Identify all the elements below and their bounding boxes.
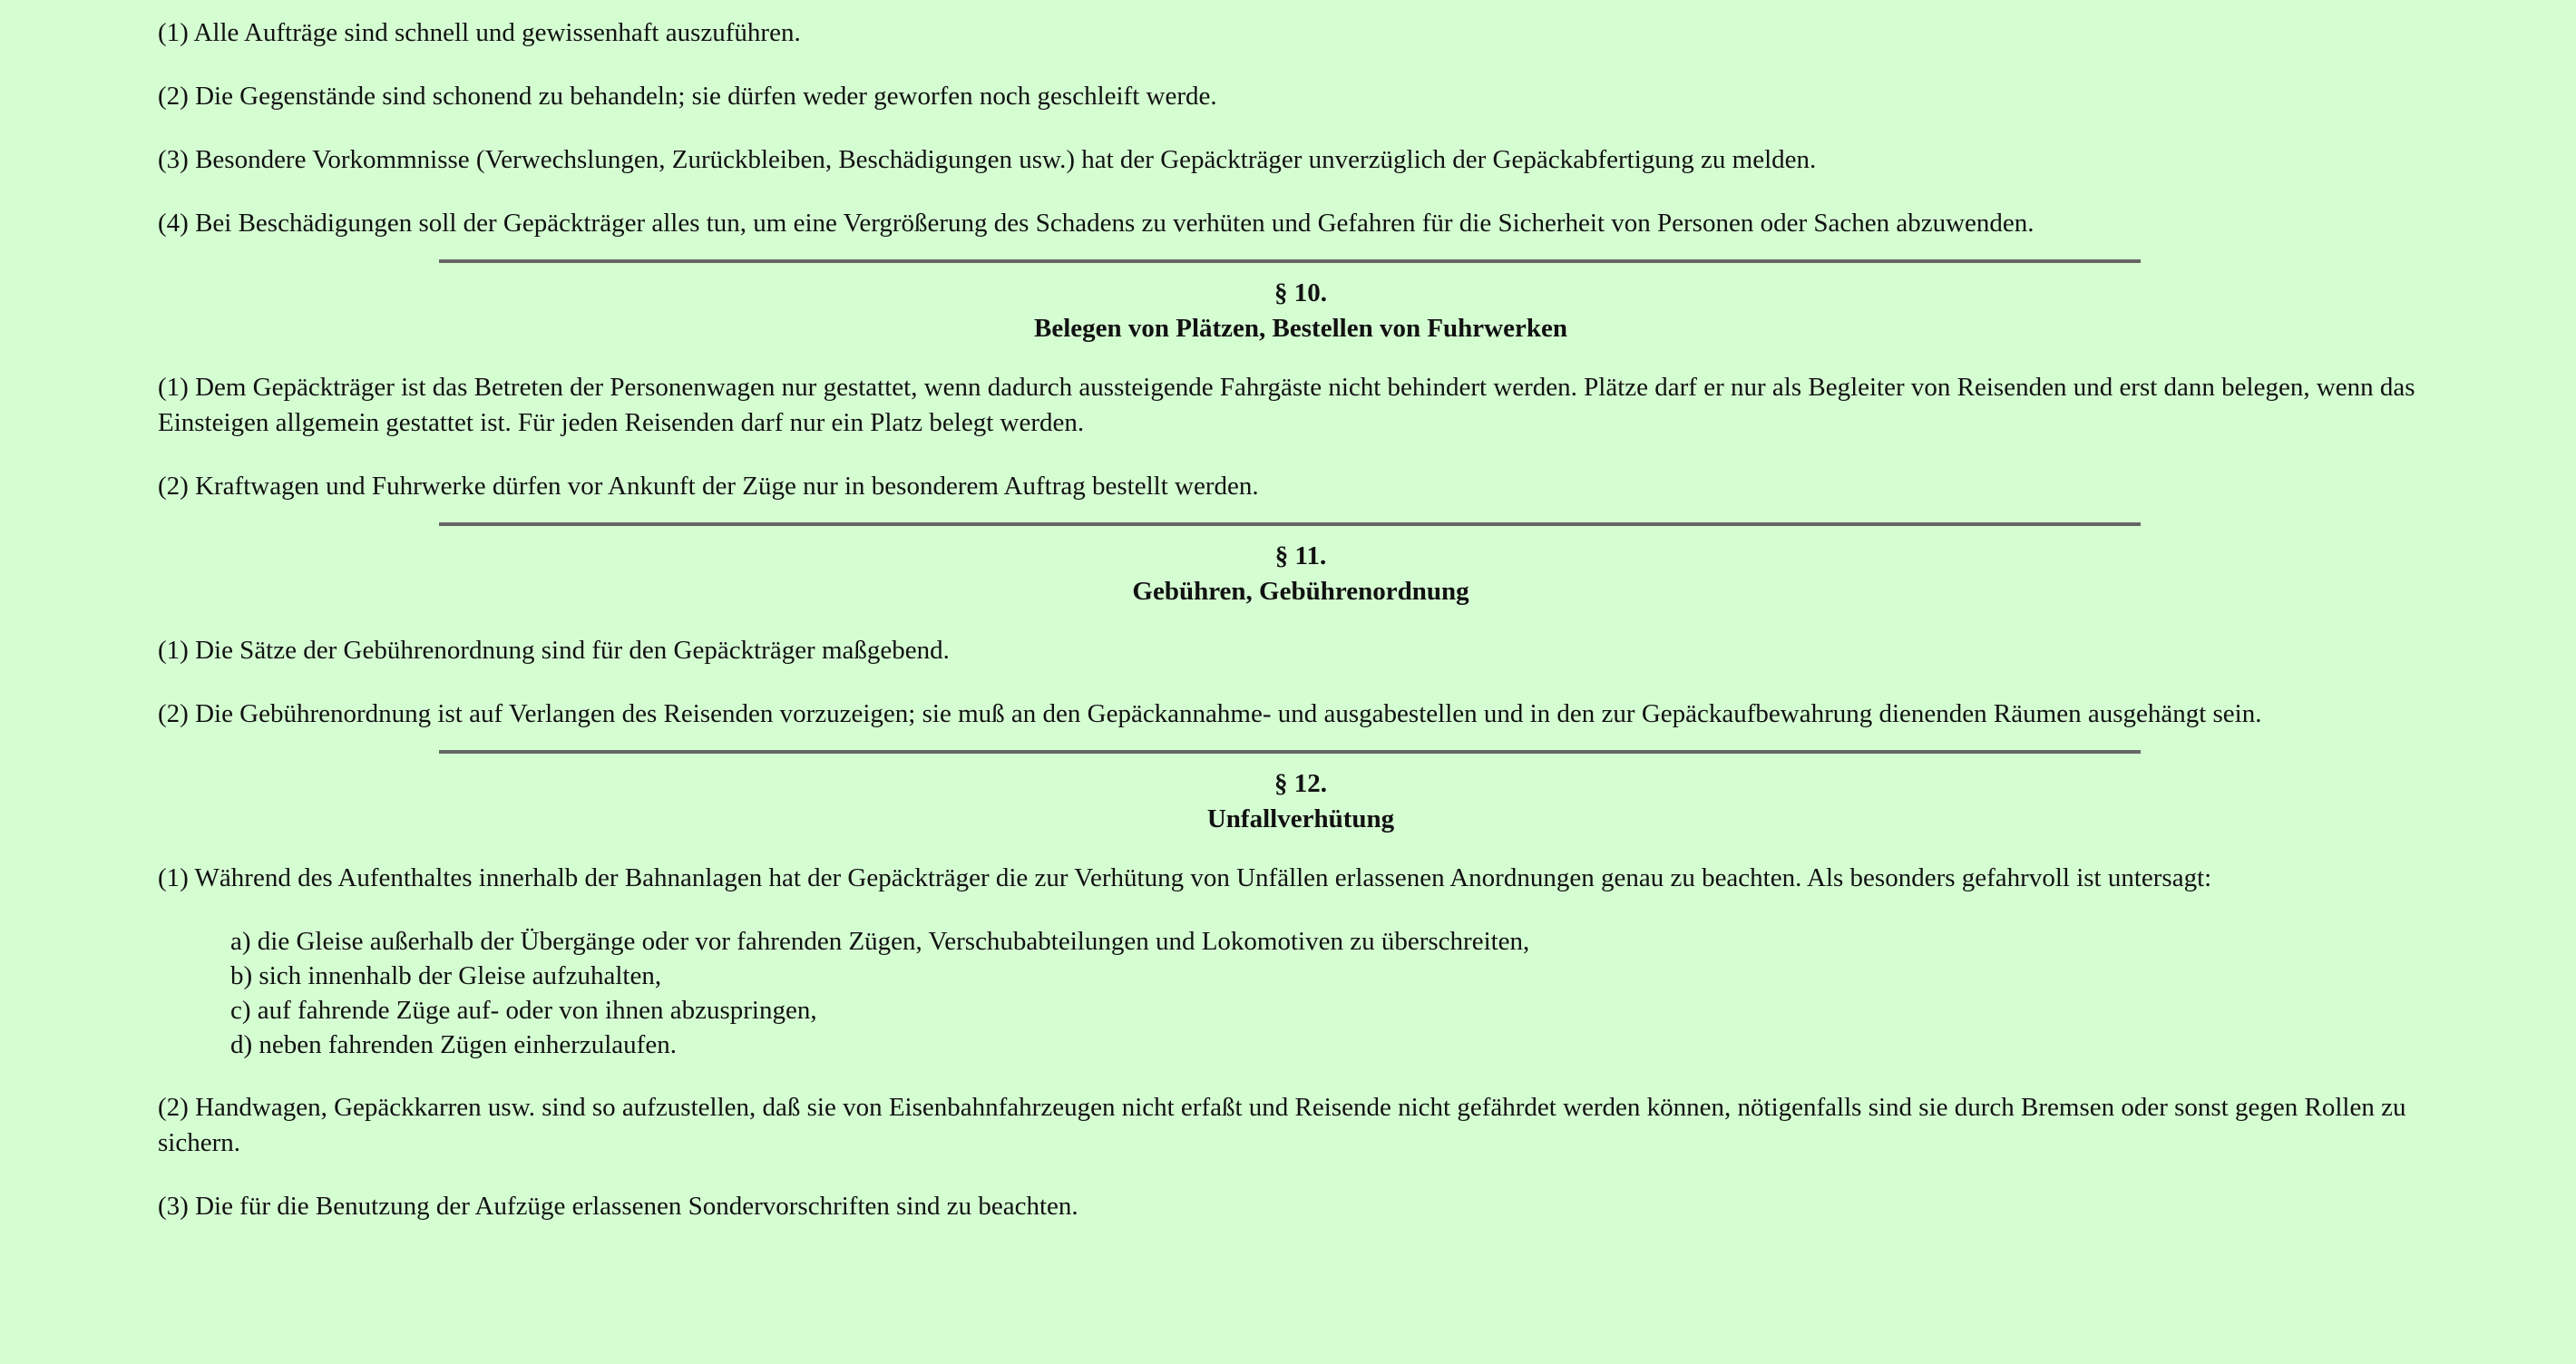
list-item: a) die Gleise außerhalb der Übergänge oder vor fahrenden Zügen, Verschubabteilungen und Lokomotiven zu überschreiten, <box>230 927 1530 956</box>
document-body <box>158 15 2444 1224</box>
paragraph: (2) Kraftwagen und Fuhrwerke dürfen vor Ankunft der Züge nur in besonderem Auftrag bestellt werden. <box>158 472 1259 501</box>
section-heading-12 <box>158 766 2444 837</box>
section-divider <box>439 259 2141 263</box>
prohibited-list <box>230 924 2444 1062</box>
list-item: b) sich innenhalb der Gleise aufzuhalten, <box>230 961 662 990</box>
section-heading-11 <box>158 539 2444 609</box>
list-item: c) auf fahrende Züge auf- oder von ihnen abzuspringen, <box>230 996 817 1025</box>
paragraph: (1) Dem Gepäckträger ist das Betreten der Personenwagen nur gestattet, wenn dadurch aussteigende Fahrgäste nicht behindert werden. Plätze darf er nur als Begleiter von Reisenden und erst dann belegen, wenn das Einsteigen allgemein gestattet ist. Für jeden Reisenden darf nur ein Platz belegt werden. <box>158 373 2415 437</box>
section-number: § 12. <box>1274 769 1327 798</box>
paragraph: (3) Die für die Benutzung der Aufzüge erlassenen Sondervorschriften sind zu beachten. <box>158 1192 1078 1221</box>
section-title: Unfallverhütung <box>1206 804 1395 833</box>
section-divider <box>439 522 2141 526</box>
section-number: § 11. <box>1274 541 1327 570</box>
paragraph: (2) Handwagen, Gepäckkarren usw. sind so aufzustellen, daß sie von Eisenbahnfahrzeugen nicht erfaßt und Reisende nicht gefährdet werden können, nötigenfalls sind sie durch Bremsen oder sonst gegen Rollen zu sichern. <box>158 1093 2406 1157</box>
section-title: Belegen von Plätzen, Bestellen von Fuhrwerken <box>1033 314 1567 343</box>
list-item: d) neben fahrenden Zügen einherzulaufen. <box>230 1030 677 1059</box>
section-number: § 10. <box>1274 278 1327 307</box>
paragraph: (1) Alle Aufträge sind schnell und gewissenhaft auszuführen. <box>158 18 801 47</box>
section-title: Gebühren, Gebührenordnung <box>1132 577 1469 606</box>
paragraph: (3) Besondere Vorkommnisse (Verwechslungen, Zurückbleiben, Beschädigungen usw.) hat der Gepäckträger unverzüglich der Gepäckabfertigung zu melden. <box>158 145 1817 174</box>
paragraph: (1) Während des Aufenthaltes innerhalb der Bahnanlagen hat der Gepäckträger die zur Verhütung von Unfällen erlassenen Anordnungen genau zu beachten. Als besonders gefahrvoll ist untersagt: <box>158 863 2212 892</box>
section-heading-10 <box>158 276 2444 346</box>
paragraph: (1) Die Sätze der Gebührenordnung sind für den Gepäckträger maßgebend. <box>158 636 950 665</box>
paragraph: (2) Die Gebührenordnung ist auf Verlangen des Reisenden vorzuzeigen; sie muß an den Gepäckannahme- und ausgabestellen und in den zur Gepäckaufbewahrung dienenden Räumen ausgehängt sein. <box>158 699 2262 728</box>
paragraph: (4) Bei Beschädigungen soll der Gepäckträger alles tun, um eine Vergrößerung des Schadens zu verhüten und Gefahren für die Sicherheit von Personen oder Sachen abzuwenden. <box>158 209 2034 238</box>
paragraph: (2) Die Gegenstände sind schonend zu behandeln; sie dürfen weder geworfen noch geschleift werde. <box>158 82 1217 111</box>
section-divider <box>439 750 2141 754</box>
